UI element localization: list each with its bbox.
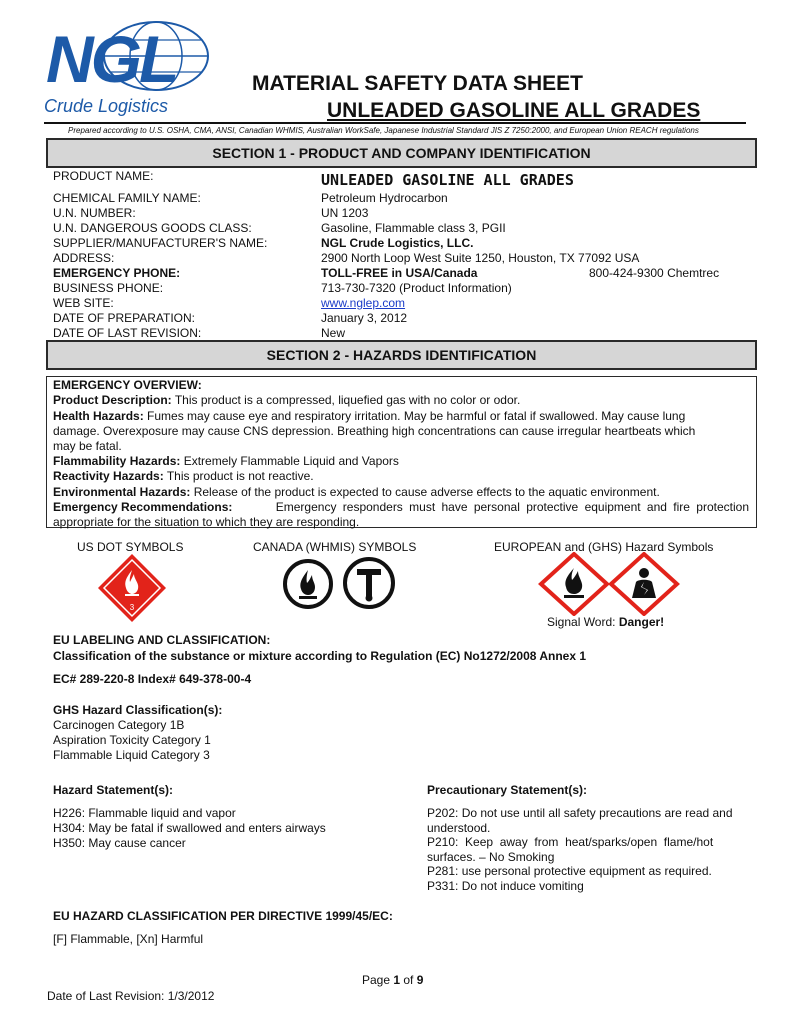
svg-text:3: 3 bbox=[129, 603, 135, 612]
precautionary-statement: P281: use personal protective equipment as required. bbox=[427, 864, 712, 878]
row-label: U.N. NUMBER: bbox=[53, 206, 136, 220]
ghs-flame-pictogram-icon bbox=[538, 552, 610, 616]
precautionary-statements-title: Precautionary Statement(s): bbox=[427, 783, 588, 797]
product-name-value: UNLEADED GASOLINE ALL GRADES bbox=[321, 171, 574, 189]
environmental-hazards bbox=[53, 485, 660, 500]
environmental-label: Environmental Hazards: bbox=[53, 485, 191, 499]
product-description-label: Product Description: bbox=[53, 393, 172, 407]
precautionary-statement: understood. bbox=[427, 821, 491, 835]
emergency-phone-value: TOLL-FREE in USA/Canada bbox=[321, 266, 478, 280]
section1-header bbox=[46, 138, 757, 168]
hazard-statement: H304: May be fatal if swallowed and enters airways bbox=[53, 821, 326, 835]
whmis-toxic-t-icon bbox=[342, 556, 396, 610]
precautionary-statement: P331: Do not induce vomiting bbox=[427, 879, 584, 893]
row-label: WEB SITE: bbox=[53, 296, 114, 310]
ghs-classification-title: GHS Hazard Classification(s): bbox=[53, 703, 223, 717]
health-hazards bbox=[53, 409, 749, 424]
row-label: BUSINESS PHONE: bbox=[53, 281, 164, 295]
flammability-label: Flammability Hazards: bbox=[53, 454, 181, 468]
precautionary-statement: P210: Keep away from heat/sparks/open flame/hot bbox=[427, 835, 714, 849]
prepared-note: Prepared according to U.S. OSHA, CMA, ANSI, Canadian WHMIS, Australian WorkSafe, Japanese Industrial Standard JIS Z 7250:2000, and European Union REACH regulations bbox=[68, 126, 699, 135]
row-value: New bbox=[321, 326, 346, 340]
us-dot-title: US DOT SYMBOLS bbox=[77, 540, 184, 554]
precautionary-statement: surfaces. – No Smoking bbox=[427, 850, 555, 864]
emergency-phone-label: EMERGENCY PHONE: bbox=[53, 266, 181, 280]
ghs-health-hazard-pictogram-icon bbox=[608, 552, 680, 616]
row-value: Petroleum Hydrocarbon bbox=[321, 191, 448, 205]
health-hazards-text: Fumes may cause eye and respiratory irritation. May be harmful or fatal if swallowed. May cause lung bbox=[147, 409, 686, 423]
dot-flammable-placard-icon bbox=[96, 552, 168, 624]
row-value: UN 1203 bbox=[321, 206, 369, 220]
overview-title: EMERGENCY OVERVIEW: bbox=[53, 378, 202, 392]
ghs-item: Aspiration Toxicity Category 1 bbox=[53, 733, 211, 747]
ghs-item: Carcinogen Category 1B bbox=[53, 718, 185, 732]
header-rule bbox=[44, 122, 746, 124]
emergency-recommendations-label: Emergency Recommendations: bbox=[53, 500, 233, 514]
page-number bbox=[362, 973, 423, 988]
row-label: DATE OF LAST REVISION: bbox=[53, 326, 202, 340]
row-value: 2900 North Loop West Suite 1250, Houston, TX 77092 USA bbox=[321, 251, 640, 265]
hazard-statement: H226: Flammable liquid and vapor bbox=[53, 806, 236, 820]
ghs-item: Flammable Liquid Category 3 bbox=[53, 748, 210, 762]
hazard-statement: H350: May cause cancer bbox=[53, 836, 186, 850]
row-label: SUPPLIER/MANUFACTURER'S NAME: bbox=[53, 236, 268, 250]
health-hazards-label: Health Hazards: bbox=[53, 409, 144, 423]
row-value: 713-730-7320 (Product Information) bbox=[321, 281, 512, 295]
section2-header bbox=[46, 340, 757, 370]
product-title: UNLEADED GASOLINE ALL GRADES bbox=[327, 99, 701, 122]
emergency-recommendations bbox=[53, 500, 749, 515]
product-description bbox=[53, 393, 749, 408]
health-hazards-cont: damage. Overexposure may cause CNS depression. Breathing high concentrations can cause irregular heartbeats which bbox=[53, 424, 696, 438]
flammability-text: Extremely Flammable Liquid and Vapors bbox=[183, 454, 399, 468]
eu-directive-value: [F] Flammable, [Xn] Harmful bbox=[53, 932, 204, 946]
row-label: DATE OF PREPARATION: bbox=[53, 311, 196, 325]
footer-revision-date: Date of Last Revision: 1/3/2012 bbox=[47, 989, 215, 1003]
svg-text:NGL: NGL bbox=[46, 22, 177, 96]
row-label: CHEMICAL FAMILY NAME: bbox=[53, 191, 201, 205]
section2-title: SECTION 2 - HAZARDS IDENTIFICATION bbox=[266, 347, 537, 363]
signal-word bbox=[547, 615, 664, 630]
row-value: January 3, 2012 bbox=[321, 311, 408, 325]
page-of: of bbox=[400, 973, 417, 987]
page-total: 9 bbox=[416, 973, 424, 987]
hazard-statements-title: Hazard Statement(s): bbox=[53, 783, 174, 797]
signal-word-value: Danger! bbox=[618, 615, 665, 629]
signal-word-label: Signal Word: bbox=[547, 615, 616, 629]
product-description-text: This product is a compressed, liquefied gas with no color or odor. bbox=[174, 393, 521, 407]
document-title: MATERIAL SAFETY DATA SHEET bbox=[252, 72, 583, 95]
european-ghs-title: EUROPEAN and (GHS) Hazard Symbols bbox=[494, 540, 714, 554]
reactivity-label: Reactivity Hazards: bbox=[53, 469, 164, 483]
row-label: ADDRESS: bbox=[53, 251, 115, 265]
reactivity-text: This product is not reactive. bbox=[166, 469, 314, 483]
section1-title: SECTION 1 - PRODUCT AND COMPANY IDENTIFICATION bbox=[212, 145, 591, 161]
canada-whmis-title: CANADA (WHMIS) SYMBOLS bbox=[253, 540, 417, 554]
whmis-flammable-icon bbox=[282, 558, 334, 610]
chemtrec-phone: 800-424-9300 Chemtrec bbox=[589, 266, 720, 280]
website-link[interactable]: www.nglep.com bbox=[321, 296, 406, 310]
row-label: U.N. DANGEROUS GOODS CLASS: bbox=[53, 221, 252, 235]
flammability-hazards bbox=[53, 454, 399, 469]
row-value: Gasoline, Flammable class 3, PGII bbox=[321, 221, 506, 235]
precautionary-statement: P202: Do not use until all safety precautions are read and bbox=[427, 806, 733, 820]
ec-index-number: EC# 289-220-8 Index# 649-378-00-4 bbox=[53, 672, 252, 686]
eu-labeling-title: EU LABELING AND CLASSIFICATION: bbox=[53, 633, 271, 647]
reactivity-hazards bbox=[53, 469, 314, 484]
health-hazards-cont: may be fatal. bbox=[53, 439, 122, 453]
eu-classification-line: Classification of the substance or mixture according to Regulation (EC) No1272/2008 Annex 1 bbox=[53, 649, 587, 663]
emergency-recommendations-cont: appropriate for the situation to which they are responding. bbox=[53, 515, 360, 529]
page-prefix: Page bbox=[362, 973, 394, 987]
page-current: 1 bbox=[393, 973, 401, 987]
environmental-text: Release of the product is expected to cause adverse effects to the aquatic environment. bbox=[193, 485, 660, 499]
supplier-name: NGL Crude Logistics, LLC. bbox=[321, 236, 474, 250]
company-tagline: Crude Logistics bbox=[44, 96, 169, 116]
emergency-recommendations-text: Emergency responders must have personal protective equipment and fire protection bbox=[275, 500, 749, 514]
eu-directive-title: EU HAZARD CLASSIFICATION PER DIRECTIVE 1999/45/EC: bbox=[53, 909, 393, 923]
product-name-label: PRODUCT NAME: bbox=[53, 169, 154, 183]
